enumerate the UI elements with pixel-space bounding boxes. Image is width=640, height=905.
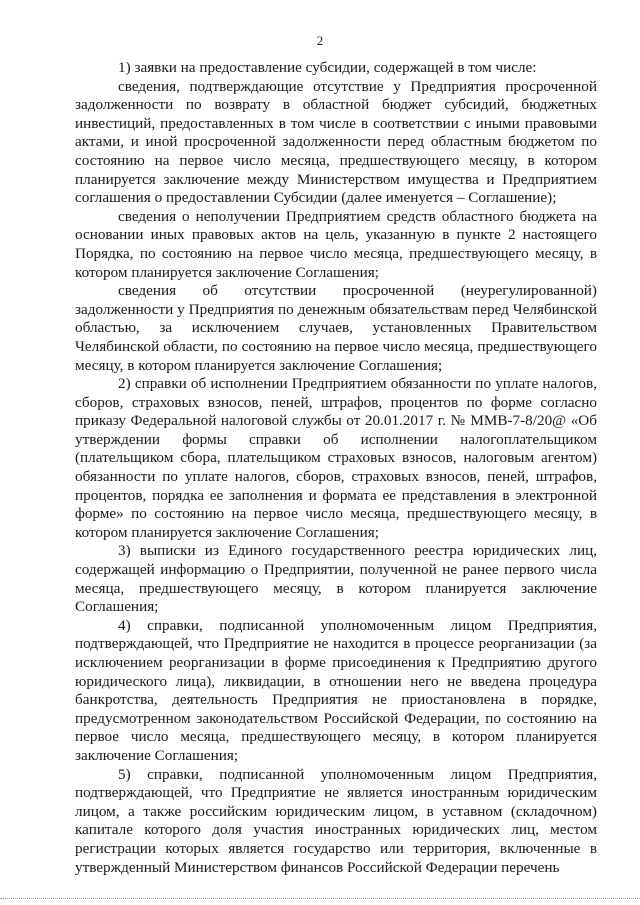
paragraph-no-unsettled-debt: сведения об отсутствии просроченной (неурегулированной) задолженности у Предприятия по денежным обязательствам перед Челябинской областью, за исключением случаев, установленных Правительством Челябинской области, по состоянию на первое число месяца, предшествующего месяцу, в котором планируется заключение Соглашения;: [75, 282, 597, 374]
paragraph-item-4-reorganization-certificate: 4) справки, подписанной уполномоченным лицом Предприятия, подтверждающей, что Предприятие не находится в процессе реорганизации (за исключением реорганизации в форме присоединения к Предприятию другого юридического лица), ликвидации, в отношении него не введена процедура банкротства, деятельность Предприятия не приостановлена в порядке, предусмотренном законодательством Российской Федерации, по состоянию на первое число месяца, предшествующего месяцу, в котором планируется заключение Соглашения;: [75, 616, 597, 764]
paragraph-item-2-tax-certificate: 2) справки об исполнении Предприятием обязанности по уплате налогов, сборов, страховых взносов, пеней, штрафов, процентов по форме согласно приказу Федеральной налоговой службы от 20.01.2017 г. № ММВ-7-8/20@ «Об утверждении формы справки об исполнении налогоплательщиком (плательщиком сбора, плательщиком страховых взносов, налоговым агентом) обязанности по уплате налогов, сборов, страховых взносов, пеней, штрафов, процентов, порядка ее заполнения и формата ее представления в электронной форме» по состоянию на первое число месяца, предшествующего месяцу, в котором планируется заключение Соглашения;: [75, 375, 597, 541]
paragraph-item-3-registry-extract: 3) выписки из Единого государственного реестра юридических лиц, содержащей информацию о Предприятии, полученной не ранее первого числа месяца, предшествующего месяцу, в котором планируется заключение Соглашения;: [75, 542, 597, 616]
scan-edge-line: [0, 898, 640, 900]
page-number: 2: [316, 33, 324, 48]
document-body: [75, 59, 597, 877]
paragraph-no-budget-funds: сведения о неполучении Предприятием средств областного бюджета на основании иных правовых актов на цель, указанную в пункте 2 настоящего Порядка, по состоянию на первое число месяца, предшествующего месяцу, в котором планируется заключение Соглашения;: [75, 207, 597, 281]
paragraph-item-1-application: 1) заявки на предоставление субсидии, содержащей в том числе:: [118, 59, 537, 76]
paragraph-item-5-foreign-entity-certificate: 5) справки, подписанной уполномоченным лицом Предприятия, подтверждающей, что Предприятие не является иностранным юридическим лицом, а также российским юридическим лицом, в уставном (складочном) капитале которого доля участия иностранных юридических лиц, местом регистрации которых является государство или территория, включенные в утвержденный Министерством финансов Российской Федерации перечень: [75, 765, 597, 876]
paragraph-no-overdue-debt: сведения, подтверждающие отсутствие у Предприятия просроченной задолженности по возврату в областной бюджет субсидий, бюджетных инвестиций, предоставленных в том числе в соответствии с иными правовыми актами, и иной просроченной задолженности перед областным бюджетом по состоянию на первое число месяца, предшествующего месяцу, в котором планируется заключение между Министерством имущества и Предприятием соглашения о предоставлении Субсидии (далее именуется – Соглашение);: [75, 77, 597, 207]
